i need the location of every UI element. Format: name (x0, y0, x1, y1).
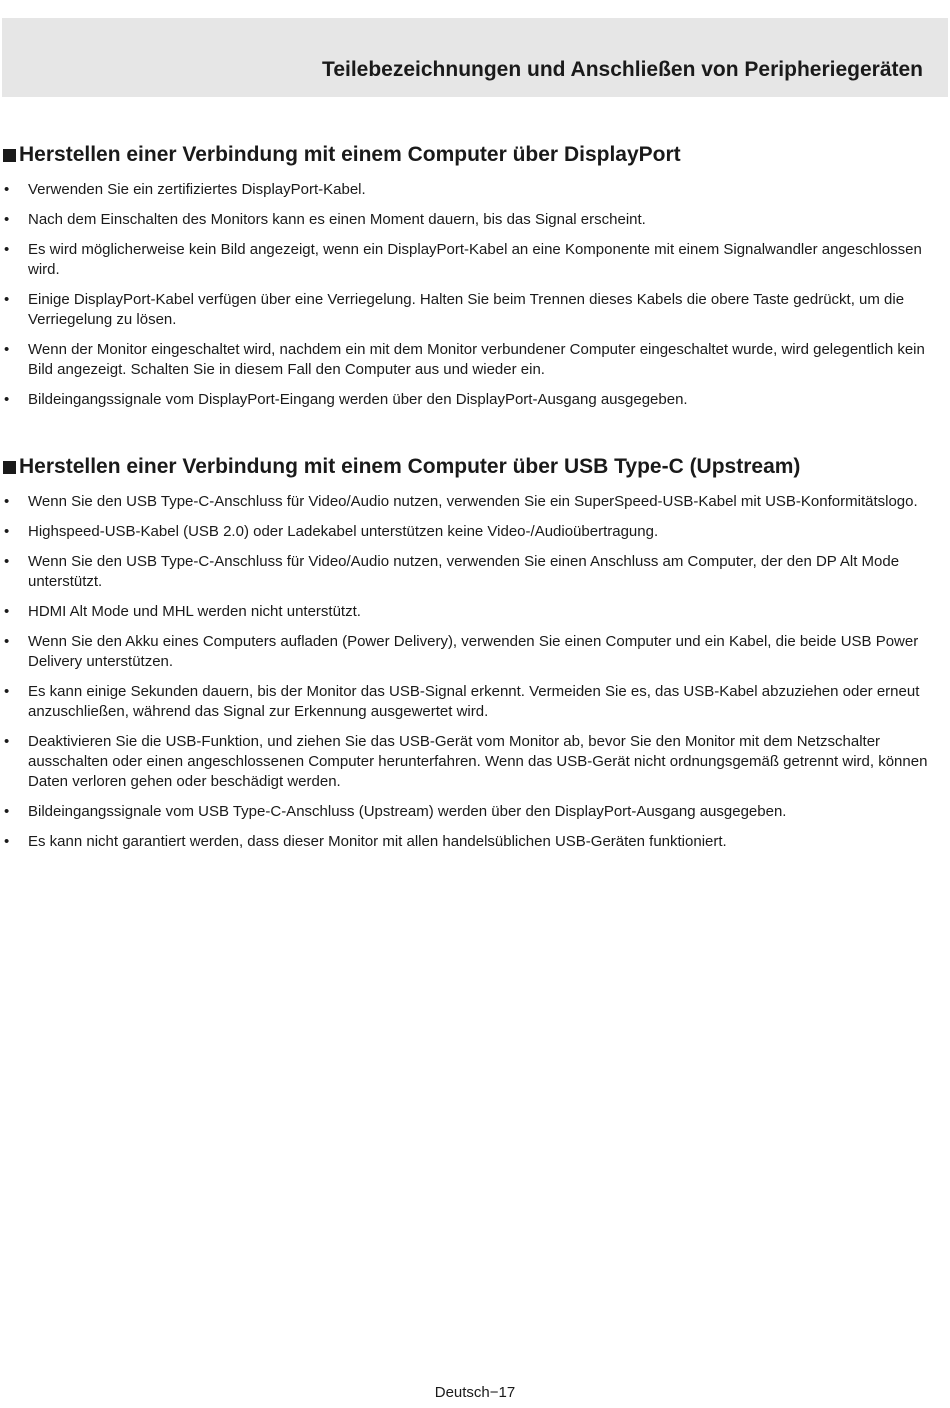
list-item (0, 210, 950, 230)
section-heading-text: Herstellen einer Verbindung mit einem Computer über DisplayPort (19, 143, 681, 166)
bullet-icon: • (4, 341, 10, 358)
list-item-text: HDMI Alt Mode und MHL werden nicht unterstützt. (28, 603, 361, 620)
square-bullet-icon (3, 461, 16, 474)
list-item-text: Es kann nicht garantiert werden, dass dieser Monitor mit allen handelsüblichen USB-Geräten funktioniert. (28, 833, 727, 850)
page-title: Teilebezeichnungen und Anschließen von Peripheriegeräten (322, 58, 923, 81)
list-item-text: Wenn Sie den USB Type-C-Anschluss für Video/Audio nutzen, verwenden Sie ein SuperSpeed-USB-Kabel mit USB-Konformitätslogo. (28, 493, 918, 510)
bullet-icon: • (4, 391, 10, 408)
section-heading-text: Herstellen einer Verbindung mit einem Computer über USB Type-C (Upstream) (19, 455, 801, 478)
bullet-list (0, 492, 950, 852)
list-item-text: Deaktivieren Sie die USB-Funktion, und ziehen Sie das USB-Gerät vom Monitor ab, bevor Sie den Monitor mit dem Netzschalter ausschalten oder einen angeschlossenen Computer herunterfahren. Wenn das USB-Gerät nicht ordnungsgemäß getrennt wird, können Daten verloren gehen oder beschädigt werden. (28, 733, 928, 790)
list-item (0, 682, 950, 722)
list-item (0, 290, 950, 330)
list-item (0, 492, 950, 512)
list-item-text: Wenn der Monitor eingeschaltet wird, nachdem ein mit dem Monitor verbundener Computer eingeschaltet wurde, wird gelegentlich kein Bild angezeigt. Schalten Sie in diesem Fall den Computer aus und wieder ein. (28, 341, 925, 378)
bullet-icon: • (4, 241, 10, 258)
list-item-text: Bildeingangssignale vom USB Type-C-Anschluss (Upstream) werden über den DisplayPort-Ausgang ausgegeben. (28, 803, 787, 820)
list-item-text: Bildeingangssignale vom DisplayPort-Eingang werden über den DisplayPort-Ausgang ausgegeben. (28, 391, 688, 408)
bullet-icon: • (4, 523, 10, 540)
bullet-icon: • (4, 291, 10, 308)
list-item (0, 732, 950, 792)
section-heading (3, 453, 950, 481)
list-item-text: Highspeed-USB-Kabel (USB 2.0) oder Ladekabel unterstützen keine Video-/Audioübertragung. (28, 523, 659, 540)
list-item (0, 552, 950, 592)
bullet-icon: • (4, 633, 10, 650)
list-item-text: Verwenden Sie ein zertifiziertes DisplayPort-Kabel. (28, 181, 366, 198)
bullet-icon: • (4, 833, 10, 850)
square-bullet-icon (3, 149, 16, 162)
bullet-icon: • (4, 493, 10, 510)
bullet-list (0, 180, 950, 410)
list-item (0, 602, 950, 622)
list-item (0, 240, 950, 280)
list-item-text: Nach dem Einschalten des Monitors kann es einen Moment dauern, bis das Signal erscheint. (28, 211, 646, 228)
bullet-icon: • (4, 211, 10, 228)
bullet-icon: • (4, 733, 10, 750)
section-heading (3, 141, 950, 169)
list-item (0, 632, 950, 672)
list-item-text: Wenn Sie den USB Type-C-Anschluss für Video/Audio nutzen, verwenden Sie einen Anschluss am Computer, der den DP Alt Mode unterstützt. (28, 553, 900, 590)
bullet-icon: • (4, 683, 10, 700)
list-item (0, 522, 950, 542)
bullet-icon: • (4, 603, 10, 620)
list-item (0, 832, 950, 852)
page-number: Deutsch−17 (434, 1384, 516, 1401)
bullet-icon: • (4, 553, 10, 570)
section-usb-type-c (0, 453, 950, 862)
bullet-icon: • (4, 803, 10, 820)
list-item (0, 340, 950, 380)
list-item-text: Es wird möglicherweise kein Bild angezeigt, wenn ein DisplayPort-Kabel an eine Komponente mit einem Signalwandler angeschlossen wird. (28, 241, 922, 278)
list-item (0, 390, 950, 410)
list-item-text: Wenn Sie den Akku eines Computers aufladen (Power Delivery), verwenden Sie einen Computer und ein Kabel, die beide USB Power Delivery unterstützen. (28, 633, 919, 670)
section-displayport (0, 141, 950, 420)
bullet-icon: • (4, 181, 10, 198)
list-item-text: Einige DisplayPort-Kabel verfügen über eine Verriegelung. Halten Sie beim Trennen dieses Kabels die obere Taste gedrückt, um die Verriegelung zu lösen. (28, 291, 905, 328)
list-item (0, 180, 950, 200)
list-item-text: Es kann einige Sekunden dauern, bis der Monitor das USB-Signal erkennt. Vermeiden Sie es, das USB-Kabel abzuziehen oder erneut anzuschließen, während das Signal zur Erkennung ausgewertet wird. (28, 683, 920, 720)
list-item (0, 802, 950, 822)
